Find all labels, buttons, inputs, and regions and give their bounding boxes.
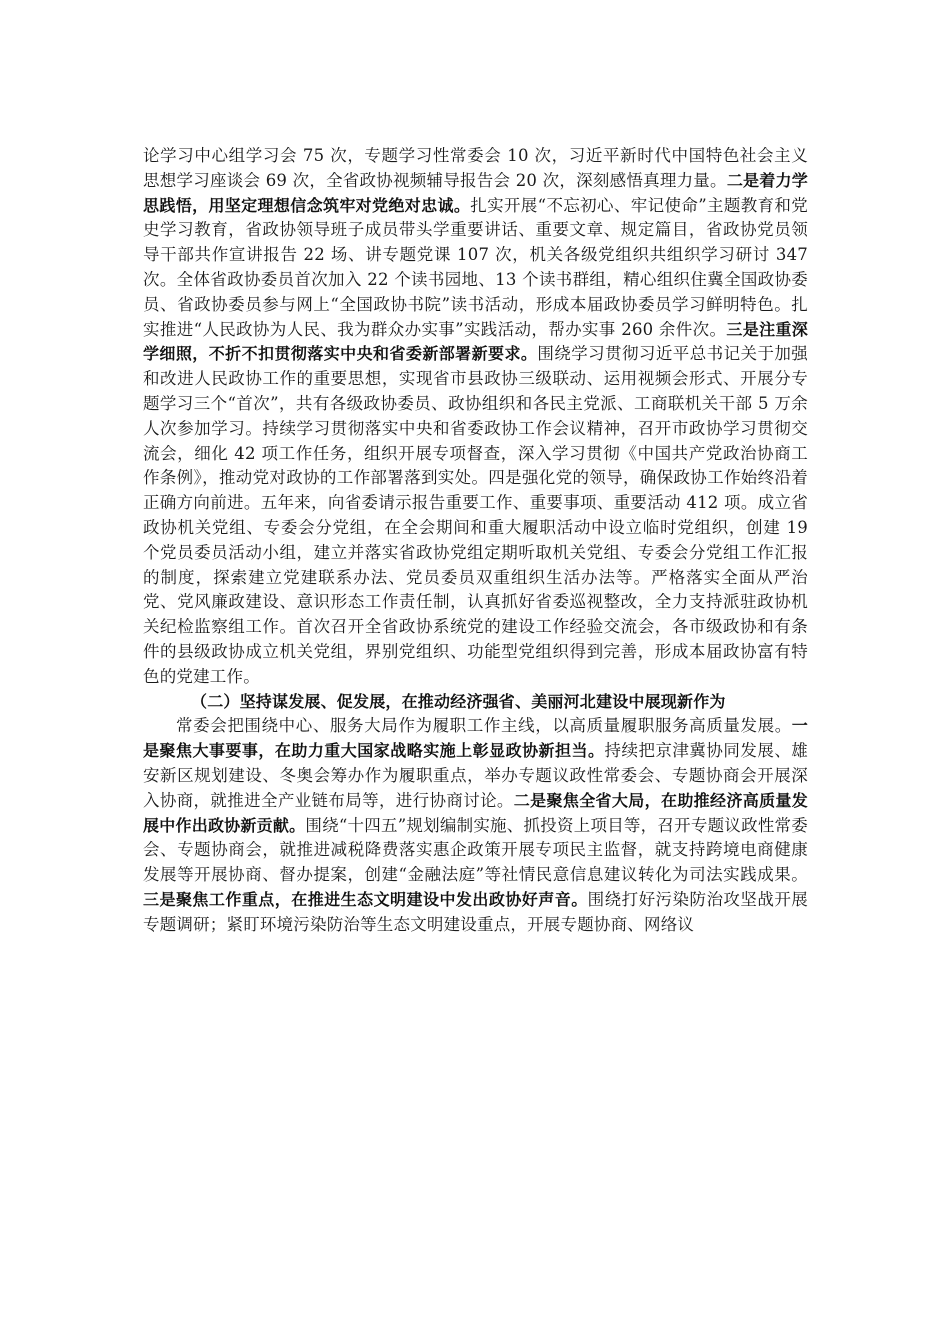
document-body bbox=[143, 144, 808, 938]
paragraph-text: 常委会把围绕中心、服务大局作为履职工作主线，以高质量履职服务高质量发展。 bbox=[176, 716, 792, 736]
bold-point-two: 二是聚焦全省大局，在助推经济高质量发展中作出政协新贡献。 bbox=[143, 790, 808, 835]
paragraph-text: 持续把京津冀协同发展、雄安新区规划建设、冬奥会筹办作为履职重点，举办专题议政性常委会、专题协商会开展深入协商，就推进全产业链布局等，进行协商讨论。 bbox=[143, 741, 808, 810]
section-heading-2: （二）坚持谋发展、促发展，在推动经济强省、美丽河北建设中展现新作为 bbox=[191, 691, 726, 711]
paragraph-party-building bbox=[143, 144, 808, 690]
paragraph-text: 围绕学习贯彻习近平总书记关于加强和改进人民政协工作的重要思想，实现省市县政协三级联动、运用视频会形式、开展分专题学习三个“首次”，共有各级政协委员、政协组织和各民主党派、工商联机关干部 5 万余人次参加学习。持续学习贯彻落实中央和省委政协工作会议精神，召开市政协学习贯彻交流会，细化 42 项工作任务，组织开展专项督查，深入学习贯彻《中国共产党政治协商工作条例》，推动党对政协的工作部署落到实处。四是强化党的领导，确保政协工作始终沿着正确方向前进。五年来，向省委请示报告重要工作、重要事项、重要活动 412 项。成立省政协机关党组、专委会分党组，在全会期间和重大履职活动中设立临时党组织，创建 19 个党员委员活动小组，建立并落实省政协党组定期听取机关党组、专委会分党组工作汇报的制度，探索建立党建联系办法、党员委员双重组织生活办法等。严格落实全面从严治党、党风廉政建设、意识形态工作责任制，认真抓好省委巡视整改，全力支持派驻政协机关纪检监察组工作。首次召开全省政协系统党的建设工作经验交流会，各市级政协和有条件的县级政协成立机关党组，界别党组织、功能型党组织得到完善，形成本届政协富有特色的党建工作。 bbox=[143, 344, 808, 686]
paragraph-text: 围绕打好污染防治攻坚战开展专题调研；紧盯环境污染防治等生态文明建设重点，开展专题协商、网络议 bbox=[143, 889, 808, 934]
bold-point-one: 一是聚焦大事要事，在助力重大国家战略实施上彰显政协新担当。 bbox=[143, 716, 808, 761]
bold-point-two: 二是着力学思践悟，用坚定理想信念筑牢对党绝对忠诚。 bbox=[143, 170, 808, 215]
paragraph-text: 论学习中心组学习会 75 次，专题学习性常委会 10 次，习近平新时代中国特色社会主义思想学习座谈会 69 次，全省政协视频辅导报告会 20 次，深刻感悟真理力量。 bbox=[143, 146, 808, 190]
paragraph-text: 围绕“十四五”规划编制实施、抓投资上项目等，召开专题议政性常委会、专题协商会，就推进减税降费落实惠企政策开展专项民主监督，就支持跨境电商健康发展等开展协商、督办提案，创建“金融法庭”等社情民意信息建议转化为司法实践成果。 bbox=[143, 815, 808, 885]
paragraph-text: 扎实开展“不忘初心、牢记使命”主题教育和党史学习教育，省政协领导班子成员带头学重要讲话、重要文章、规定篇目，省政协党员领导干部共作宣讲报告 22 场、讲专题党课 107 次，机关各级党组织共组织学习研讨 347 次。全体省政协委员首次加入 22 个读书园地、13 个读书群组，精心组织住冀全国政协委员、省政协委员参与网上“全国政协书院”读书活动，形成本届政协委员学习鲜明特色。扎实推进“人民政协为人民、我为群众办实事”实践活动，帮办实事 260 余件次。 bbox=[143, 195, 808, 339]
bold-point-three: 三是注重深学细照，不折不扣贯彻落实中央和省委新部署新要求。 bbox=[143, 319, 808, 364]
bold-point-three: 三是聚焦工作重点，在推进生态文明建设中发出政协好声音。 bbox=[143, 889, 588, 909]
paragraph-development bbox=[143, 714, 808, 937]
